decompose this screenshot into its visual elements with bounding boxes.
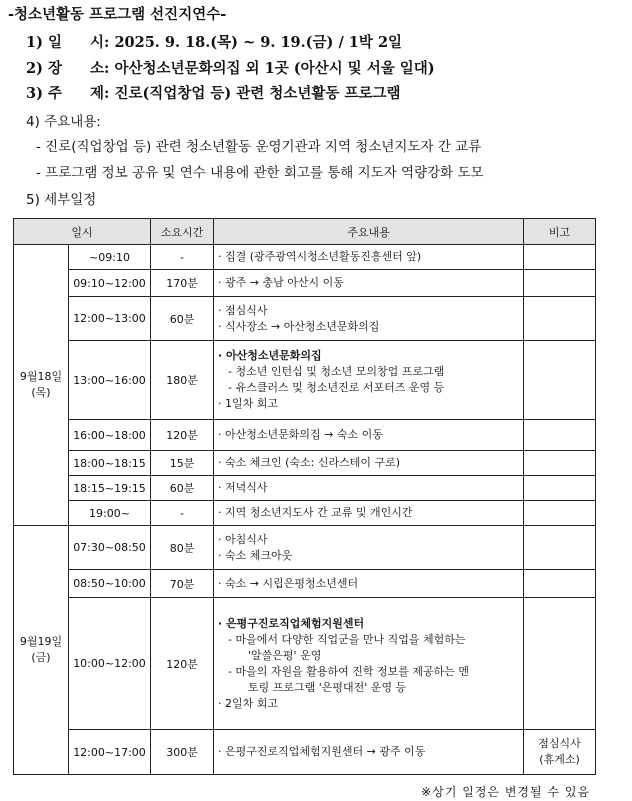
content-heading: 4) 주요내용: [26, 114, 101, 130]
note-cell: 점심식사 (휴게소) [524, 730, 596, 775]
table-header-row [14, 219, 596, 245]
time-cell: 12:00~17:00 [69, 730, 151, 775]
table-row [14, 245, 596, 270]
note-cell [524, 598, 596, 730]
content-cell: · 은평구진로직업체험지원센터 → 광주 이동 [214, 730, 524, 775]
time-cell: 16:00~18:00 [69, 420, 151, 451]
time-cell: 19:00~ [69, 501, 151, 526]
table-row [14, 501, 596, 526]
note-cell [524, 270, 596, 297]
table-row [14, 297, 596, 341]
info-theme: 3) 주 제: 진로(직업창업 등) 관련 청소년활동 프로그램 [26, 85, 401, 102]
content-cell: · 저녁식사 [214, 476, 524, 501]
duration-cell: 60분 [151, 476, 214, 501]
time-cell: 18:00~18:15 [69, 451, 151, 476]
time-cell: 08:50~10:00 [69, 570, 151, 598]
content-cell: · 아산청소년문화의집 → 숙소 이동 [214, 420, 524, 451]
duration-cell: 300분 [151, 730, 214, 775]
duration-cell: 120분 [151, 420, 214, 451]
note-cell [524, 420, 596, 451]
table-row [14, 598, 596, 730]
note-cell [524, 570, 596, 598]
note-cell [524, 297, 596, 341]
time-cell: 07:30~08:50 [69, 526, 151, 570]
table-row [14, 451, 596, 476]
table-row [14, 526, 596, 570]
time-cell: 10:00~12:00 [69, 598, 151, 730]
content-cell: · 집결 (광주광역시청소년활동진흥센터 앞) [214, 245, 524, 270]
table-row [14, 730, 596, 775]
info-date: 1) 일 시: 2025. 9. 18.(목) ~ 9. 19.(금) / 1박 2일 [26, 34, 403, 51]
note-cell [524, 451, 596, 476]
time-cell: 12:00~13:00 [69, 297, 151, 341]
content-cell: · 은평구진로직업체험지원센터 - 마을에서 다양한 직업군을 만나 직업을 체험하는 '알쓸은평' 운영 - 마을의 자원을 활용하여 진학 정보를 제공하는 멘 토링 프로그램 '은평대전' 운영 등 · 2일차 회고 [214, 598, 524, 730]
col-header-duration: 소요시간 [151, 219, 214, 245]
duration-cell: - [151, 501, 214, 526]
content-item-2: - 프로그램 정보 공유 및 연수 내용에 관한 회고를 통해 지도자 역량강화 도모 [36, 165, 484, 181]
table-row [14, 420, 596, 451]
table-row [14, 270, 596, 297]
time-cell: 18:15~19:15 [69, 476, 151, 501]
col-header-content: 주요내용 [214, 219, 524, 245]
note-cell [524, 501, 596, 526]
time-cell: 09:10~12:00 [69, 270, 151, 297]
duration-cell: 170분 [151, 270, 214, 297]
duration-cell: 70분 [151, 570, 214, 598]
schedule-table [13, 218, 596, 775]
duration-cell: 60분 [151, 297, 214, 341]
duration-cell: 15분 [151, 451, 214, 476]
content-cell: · 숙소 체크인 (숙소: 신라스테이 구로) [214, 451, 524, 476]
document-title: -청소년활동 프로그램 선진지연수- [8, 6, 227, 23]
content-item-1: - 진로(직업창업 등) 관련 청소년활동 운영기관과 지역 청소년지도자 간 교류 [36, 139, 482, 155]
note-cell [524, 526, 596, 570]
content-cell: · 점심식사 · 식사장소 → 아산청소년문화의집 [214, 297, 524, 341]
note-cell [524, 341, 596, 420]
footer-note: ※상기 일정은 변경될 수 있음 [421, 785, 590, 799]
table-row [14, 341, 596, 420]
col-header-note: 비고 [524, 219, 596, 245]
col-header-datetime: 일시 [14, 219, 151, 245]
time-cell: ~09:10 [69, 245, 151, 270]
content-cell: · 아산청소년문화의집 - 청소년 인턴십 및 청소년 모의창업 프로그램 - 유스클러스 및 청소년진로 서포터즈 운영 등 · 1일차 회고 [214, 341, 524, 420]
note-cell [524, 476, 596, 501]
info-place: 2) 장 소: 아산청소년문화의집 외 1곳 (아산시 및 서울 일대) [26, 60, 435, 77]
content-cell: · 광주 → 충남 아산시 이동 [214, 270, 524, 297]
schedule-heading: 5) 세부일정 [26, 192, 97, 208]
time-cell: 13:00~16:00 [69, 341, 151, 420]
table-row [14, 476, 596, 501]
duration-cell: 80분 [151, 526, 214, 570]
note-cell [524, 245, 596, 270]
duration-cell: 180분 [151, 341, 214, 420]
day2-cell: 9월19일 (금) [14, 526, 69, 775]
content-cell: · 아침식사 · 숙소 체크아웃 [214, 526, 524, 570]
duration-cell: - [151, 245, 214, 270]
content-cell: · 지역 청소년지도사 간 교류 및 개인시간 [214, 501, 524, 526]
table-row [14, 570, 596, 598]
day1-cell: 9월18일 (목) [14, 245, 69, 526]
duration-cell: 120분 [151, 598, 214, 730]
content-cell: · 숙소 → 시립은평청소년센터 [214, 570, 524, 598]
